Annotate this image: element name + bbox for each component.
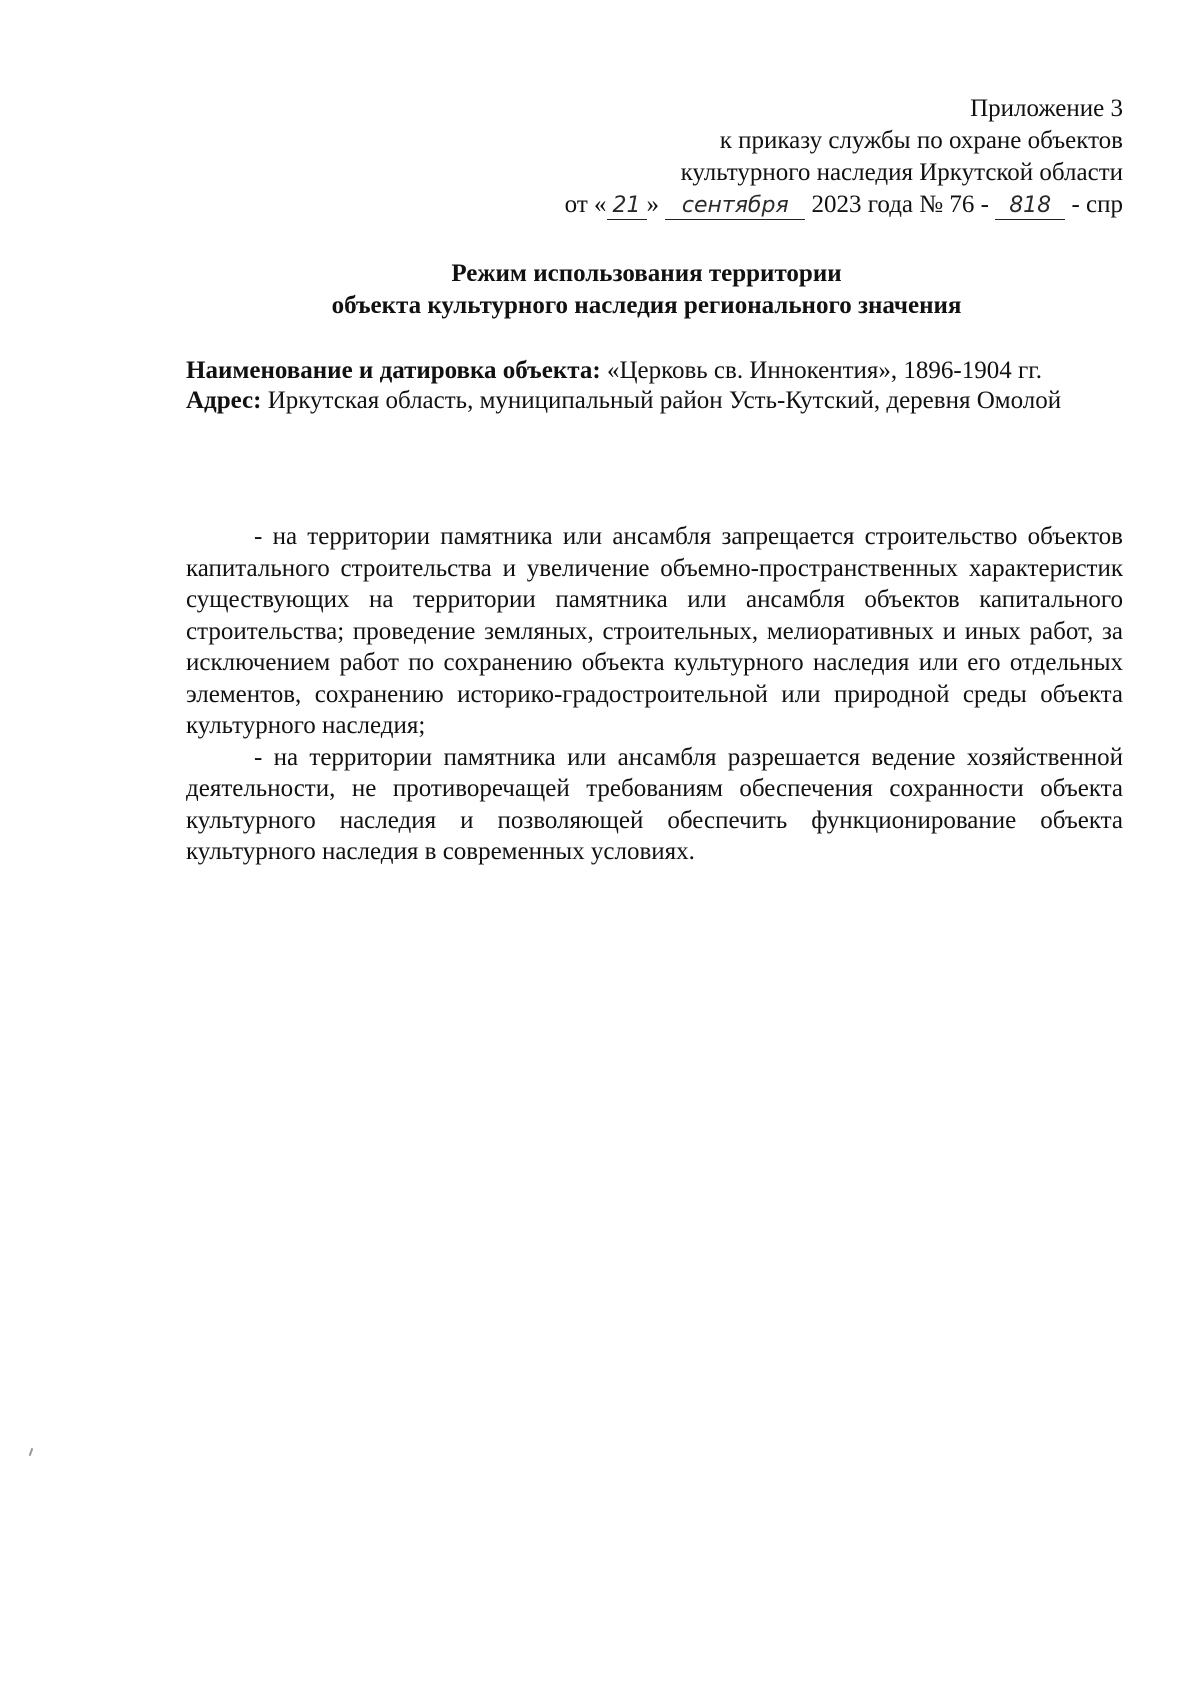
approval-block (565, 93, 1123, 221)
scan-speck (29, 1448, 34, 1456)
object-address-value: Иркутская область, муниципальный район Усть-Кутский, деревня Омолой (267, 387, 1062, 414)
date-prefix: от « (564, 191, 607, 218)
regime-text (186, 521, 1123, 868)
object-name-row (186, 356, 1123, 386)
title-line-1: Режим использования территории (451, 260, 842, 287)
order-reference: к приказу службы по охране объектов (719, 127, 1123, 154)
year-and-number-label: 2023 года № 76 - (811, 191, 989, 218)
handwritten-month: сентября (665, 193, 805, 220)
prohibition-paragraph: - на территории памятника или ансамбля запрещается строительство объектов капитального строительства и увеличение объемно-пространственных характеристик существующих на территории памятника или ансамбля объектов капитального строительства; проведение земляных, строительных, мелиоративных и иных работ, за исключением работ по сохранению объекта культурного наследия или его отдельных элементов, сохранению историко-градостроительной или природной среды объекта культурного наследия; (186, 523, 1123, 739)
object-info (186, 356, 1123, 416)
date-quote-close: » (646, 191, 660, 218)
appendix-number: Приложение 3 (970, 95, 1123, 122)
issuing-authority: культурного наследия Иркутской области (680, 159, 1123, 186)
order-suffix: - спр (1071, 191, 1123, 218)
permission-paragraph: - на территории памятника или ансамбля разрешается ведение хозяйственной деятельности, не противоречащей требованиям обеспечения сохранности объекта культурного наследия и позволяющей обеспечить функционирование объекта культурного наследия в современных условиях. (186, 743, 1123, 865)
handwritten-order-number: 818 (995, 193, 1065, 220)
object-name-label: Наименование и датировка объекта: (186, 357, 601, 384)
document-title (170, 258, 1123, 322)
object-name-value: «Церковь св. Иннокентия», 1896-1904 гг. (606, 357, 1042, 384)
handwritten-day: 21 (607, 193, 647, 220)
object-address-label: Адрес: (186, 387, 262, 414)
object-address-row (186, 386, 1123, 416)
order-date-line (565, 189, 1123, 221)
title-line-2: объекта культурного наследия регионального значения (331, 292, 962, 319)
